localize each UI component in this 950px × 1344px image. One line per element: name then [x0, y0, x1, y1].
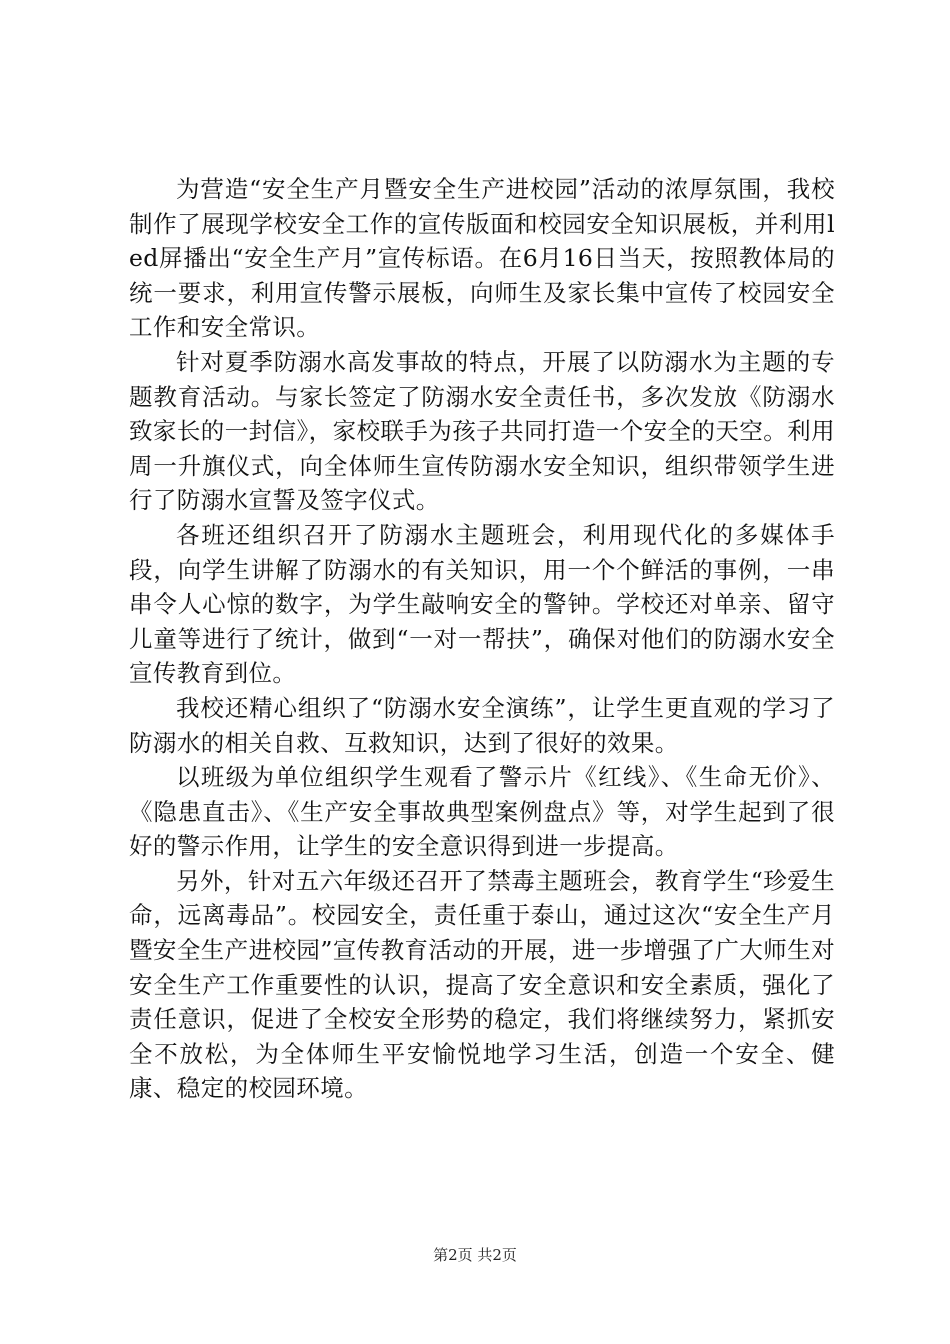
paragraph-1: 为营造“安全生产月暨安全生产进校园”活动的浓厚氛围，我校制作了展现学校安全工作的宣传版面和校园安全知识展板，并利用led屏播出“安全生产月”宣传标语。在6月16日当天，按照教体局的统一要求，利用宣传警示展板，向师生及家长集中宣传了校园安全工作和安全常识。	[129, 175, 835, 342]
paragraph-3: 各班还组织召开了防溺水主题班会，利用现代化的多媒体手段，向学生讲解了防溺水的有关知识，用一个个鲜活的事例，一串串令人心惊的数字，为学生敲响安全的警钟。学校还对单亲、留守儿童等进行了统计，做到“一对一帮扶”，确保对他们的防溺水安全宣传教育到位。	[129, 520, 835, 688]
paragraph-4: 我校还精心组织了“防溺水安全演练”，让学生更直观的学习了防溺水的相关自救、互救知识，达到了很好的效果。	[129, 693, 835, 757]
paragraph-5: 以班级为单位组织学生观看了警示片《红线》、《生命无价》、《隐患直击》、《生产安全事故典型案例盘点》等，对学生起到了很好的警示作用，让学生的安全意识得到进一步提高。	[129, 763, 835, 861]
body-text	[129, 172, 835, 1106]
paragraph-2: 针对夏季防溺水高发事故的特点，开展了以防溺水为主题的专题教育活动。与家长签定了防溺水安全责任书，多次发放《防溺水致家长的一封信》，家校联手为孩子共同打造一个安全的天空。利用周一升旗仪式，向全体师生宣传防溺水安全知识，组织带领学生进行了防溺水宣誓及签字仪式。	[129, 347, 835, 515]
paragraph-6: 另外，针对五六年级还召开了禁毒主题班会，教育学生“珍爱生命，远离毒品”。校园安全，责任重于泰山，通过这次“安全生产月暨安全生产进校园”宣传教育活动的开展，进一步增强了广大师生对安全生产工作重要性的认识，提高了安全意识和安全素质，强化了责任意识，促进了全校安全形势的稳定，我们将继续努力，紧抓安全不放松，为全体师生平安愉悦地学习生活，创造一个安全、健康、稳定的校园环境。	[129, 866, 835, 1103]
page-footer: 第2页 共2页	[433, 1246, 517, 1264]
